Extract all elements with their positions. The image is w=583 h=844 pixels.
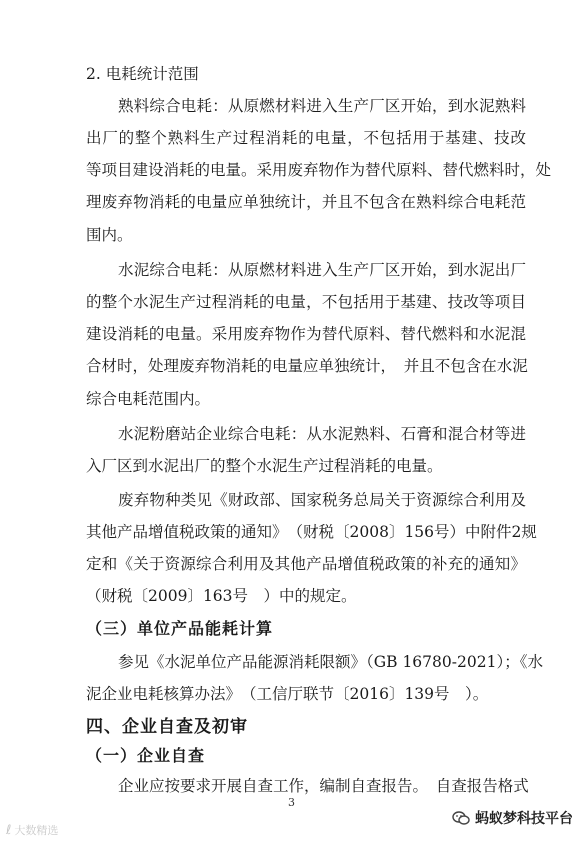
wechat-icon	[452, 809, 470, 827]
paragraph-line: 等项目建设消耗的电量。采用废弃物作为替代原料、替代燃料时，处	[86, 161, 552, 179]
paragraph-line: 熟料综合电耗：从原燃材料进入生产厂区开始，到水泥熟料	[118, 97, 526, 115]
subsection-heading: （三）单位产品能耗计算	[86, 619, 274, 638]
paragraph-line: 泥企业电耗核算办法》 （工信厅联节〔2016〕139号 ）。	[86, 685, 489, 703]
paragraph-line: （财税〔2009〕163号 ）中的规定。	[86, 587, 357, 605]
watermark-left	[6, 822, 58, 838]
watermark-right-text: 蚂蚁梦科技平台	[475, 811, 573, 827]
paragraph-line: 参见《水泥单位产品能源消耗限额》（GB 16780-2021）；《水	[118, 653, 543, 671]
paragraph-line: 建设消耗的电量。采用废弃物作为替代原料、替代燃料和水泥混	[86, 325, 526, 343]
paragraph-line: 废弃物种类见《财政部、国家税务总局关于资源综合利用及	[118, 491, 526, 509]
page-number: 3	[288, 796, 295, 809]
paragraph-line: 合材时，处理废弃物消耗的电量应单独统计， 并且不包含在水泥	[86, 357, 528, 375]
paragraph-line: 围内。	[86, 226, 133, 244]
paragraph-line: 水泥粉磨站企业综合电耗：从水泥熟料、石膏和混合材等进	[118, 425, 526, 443]
paragraph-line: 出厂的整个熟料生产过程消耗的电量，不包括用于基建、技改	[86, 129, 526, 147]
section-title: 2. 电耗统计范围	[86, 65, 199, 83]
watermark-right	[452, 808, 573, 828]
watermark-logo-icon: ℓ	[6, 822, 12, 838]
section-heading: 四、企业自查及初审	[86, 717, 248, 737]
paragraph-line: 的整个水泥生产过程消耗的电量，不包括用于基建、技改等项目	[86, 293, 526, 311]
paragraph-line: 定和《关于资源综合利用及其他产品增值税政策的补充的通知》	[86, 555, 526, 573]
paragraph-line: 企业应按要求开展自查工作，编制自查报告。 自查报告格式	[118, 777, 529, 795]
paragraph-line: 综合电耗范围内。	[86, 390, 211, 408]
subsection-heading: （一）企业自查	[86, 746, 206, 765]
paragraph-line: 其他产品增值税政策的通知》 （财税〔2008〕156号）中附件2规	[86, 523, 537, 541]
paragraph-line: 理废弃物消耗的电量应单独统计，并且不包含在熟料综合电耗范	[86, 193, 526, 211]
paragraph-line: 入厂区到水泥出厂的整个水泥生产过程消耗的电量。	[86, 457, 443, 475]
watermark-left-text: 大数精选	[14, 824, 59, 837]
paragraph-line: 水泥综合电耗：从原燃材料进入生产厂区开始，到水泥出厂	[118, 261, 526, 279]
